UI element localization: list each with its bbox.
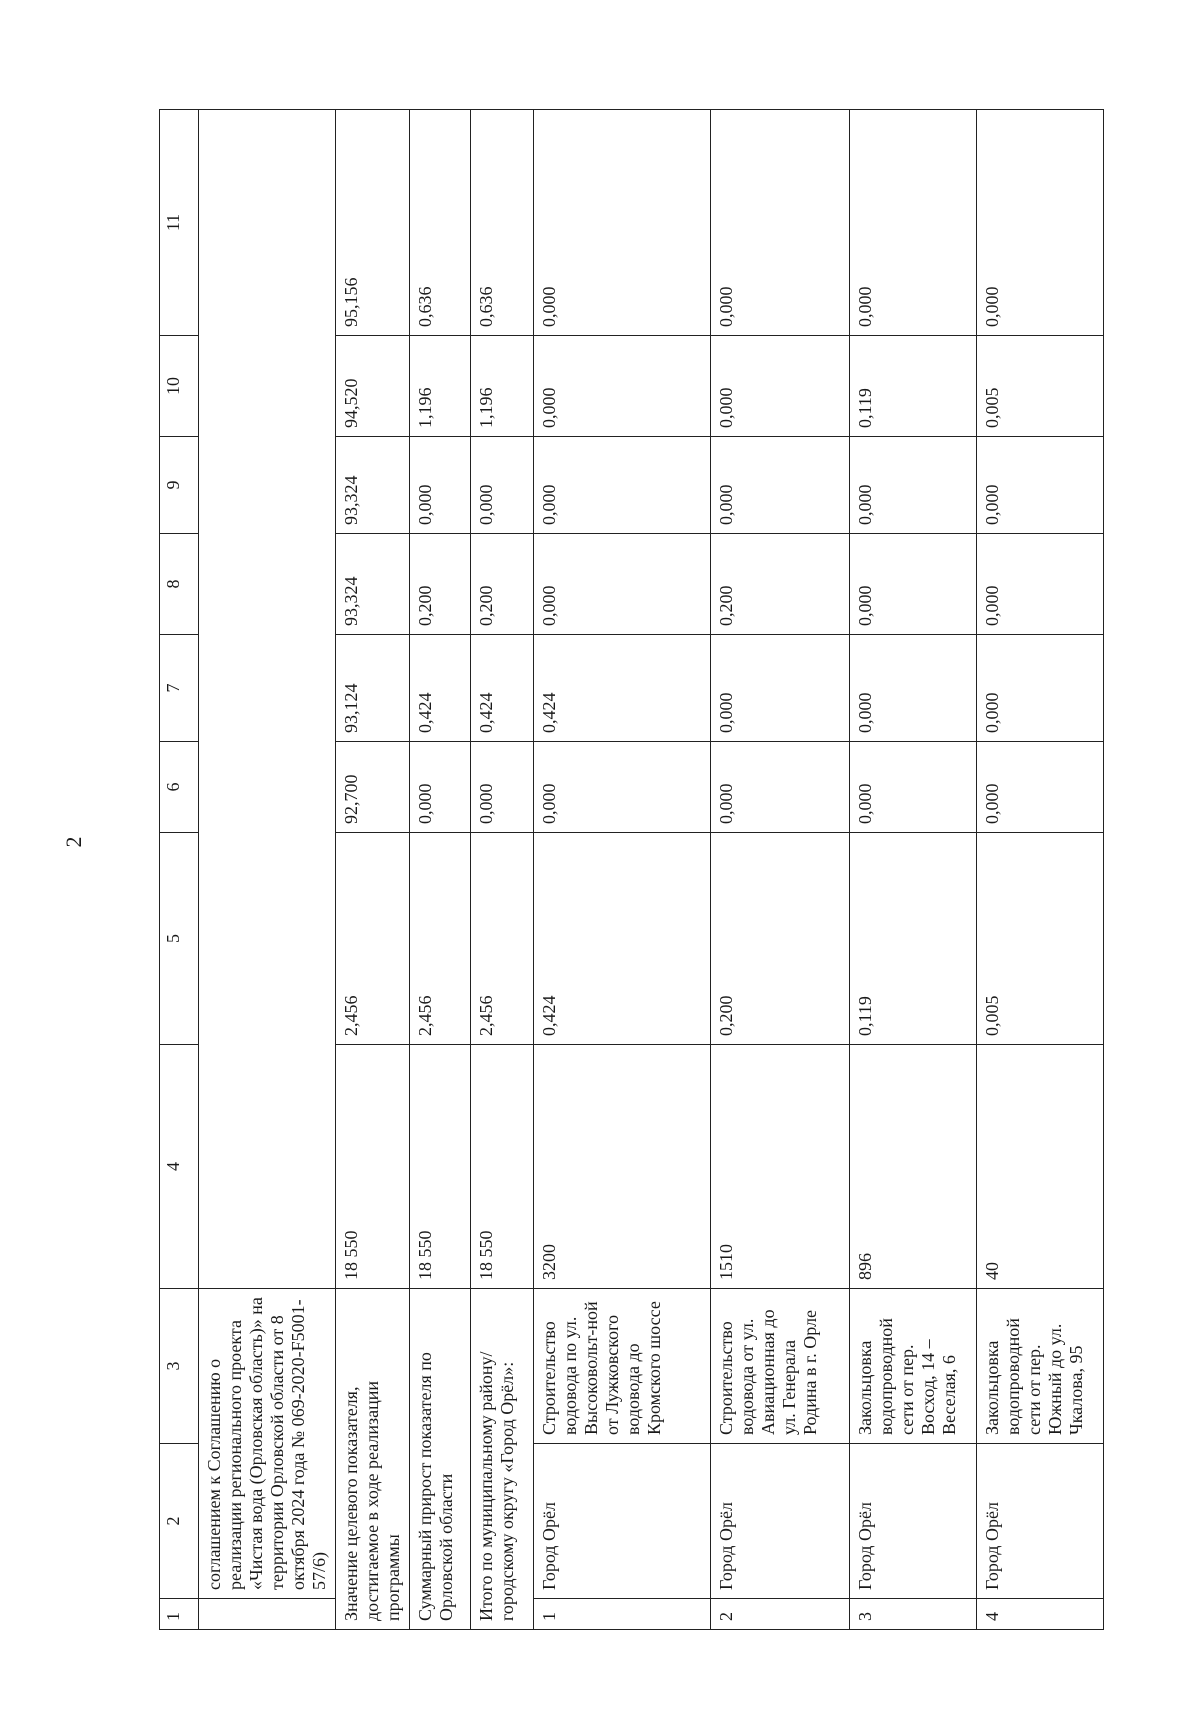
- table-row-municipal-total: [471, 110, 534, 1630]
- column-number: 7: [160, 635, 199, 742]
- table-cell: 18 550: [410, 1045, 471, 1289]
- empty-cell: [199, 110, 336, 1289]
- table-cell: 0,000: [850, 534, 977, 635]
- row-number: 1: [534, 1599, 711, 1630]
- intro-text-cell: соглашением к Соглашению о реализации регионального проекта «Чистая вода (Орловская область)» на территории Орловской области от 8 октября 2024 года № 069-2020-F5001-57/6): [199, 1289, 336, 1599]
- row-number: 4: [977, 1599, 1104, 1630]
- table-cell: 0,424: [471, 635, 534, 742]
- column-number: 9: [160, 437, 199, 534]
- table-cell: 2,456: [336, 833, 410, 1045]
- page-number: 2: [61, 836, 86, 848]
- table-cell: 0,200: [410, 534, 471, 635]
- table-cell: 896: [850, 1045, 977, 1289]
- project-description-cell: Строительство водовода от ул. Авиационная до ул. Генерала Родина в г. Орле: [711, 1289, 850, 1444]
- table-cell: 0,636: [410, 110, 471, 336]
- table-cell: 40: [977, 1045, 1104, 1289]
- column-number: 11: [160, 110, 199, 336]
- table-cell: 0,000: [410, 437, 471, 534]
- municipality-cell: Город Орёл: [711, 1444, 850, 1599]
- table-cell: 0,000: [534, 336, 711, 437]
- column-number: 2: [160, 1444, 199, 1599]
- table-cell: 0,000: [977, 742, 1104, 833]
- column-number: 3: [160, 1289, 199, 1444]
- table-cell: 0,000: [711, 635, 850, 742]
- table-cell: 0,000: [711, 336, 850, 437]
- table-cell: 1,196: [410, 336, 471, 437]
- table-cell: 0,000: [977, 635, 1104, 742]
- table-cell: 93,124: [336, 635, 410, 742]
- table-row-target-value: [336, 110, 410, 1630]
- table-cell: 94,520: [336, 336, 410, 437]
- table-row-project: [850, 110, 977, 1630]
- table-cell: 0,000: [711, 742, 850, 833]
- table-row-project: [977, 110, 1104, 1630]
- table-cell: 0,000: [977, 110, 1104, 336]
- table-cell: 0,424: [534, 833, 711, 1045]
- row-number: 3: [850, 1599, 977, 1630]
- table-row-project: [534, 110, 711, 1630]
- column-number: 5: [160, 833, 199, 1045]
- table-row-total-increase: [410, 110, 471, 1630]
- document-table-rotated: [159, 110, 1086, 1630]
- row-label: Суммарный прирост показателя по Орловской области: [410, 1289, 471, 1630]
- column-number: 8: [160, 534, 199, 635]
- column-number: 10: [160, 336, 199, 437]
- table-cell: 0,119: [850, 833, 977, 1045]
- table-cell: 0,000: [534, 110, 711, 336]
- table-cell: 3200: [534, 1045, 711, 1289]
- table-cell: 0,200: [471, 534, 534, 635]
- table-cell: 2,456: [471, 833, 534, 1045]
- table-cell: 95,156: [336, 110, 410, 336]
- table-cell: 0,000: [850, 437, 977, 534]
- empty-cell: [199, 1599, 336, 1630]
- table-cell: 0,424: [410, 635, 471, 742]
- table-cell: 2,456: [410, 833, 471, 1045]
- column-number: 1: [160, 1599, 199, 1630]
- municipality-cell: Город Орёл: [850, 1444, 977, 1599]
- table-cell: 18 550: [471, 1045, 534, 1289]
- table-cell: 0,005: [977, 336, 1104, 437]
- table-cell: 0,000: [471, 742, 534, 833]
- table-row-intro: [199, 110, 336, 1630]
- table-cell: 93,324: [336, 437, 410, 534]
- municipality-cell: Город Орёл: [534, 1444, 711, 1599]
- table-cell: 0,000: [534, 742, 711, 833]
- table-cell: 0,200: [711, 833, 850, 1045]
- table-cell: 0,000: [977, 534, 1104, 635]
- table-cell: 0,636: [471, 110, 534, 336]
- table-cell: 0,200: [711, 534, 850, 635]
- table-cell: 0,424: [534, 635, 711, 742]
- table-cell: 0,119: [850, 336, 977, 437]
- table-row-project: [711, 110, 850, 1630]
- column-number: 4: [160, 1045, 199, 1289]
- column-number: 6: [160, 742, 199, 833]
- row-label: Значение целевого показателя, достигаемое в ходе реализации программы: [336, 1289, 410, 1630]
- table-cell: 0,000: [534, 534, 711, 635]
- table-cell: 0,000: [850, 742, 977, 833]
- table-cell: 0,000: [850, 635, 977, 742]
- row-number: 2: [711, 1599, 850, 1630]
- table-cell: 93,324: [336, 534, 410, 635]
- table-cell: 0,000: [977, 437, 1104, 534]
- project-description-cell: Закольцовка водопроводной сети от пер. Южный до ул. Чкалова, 95: [977, 1289, 1104, 1444]
- table-cell: 0,000: [471, 437, 534, 534]
- table-cell: 0,000: [850, 110, 977, 336]
- table-cell: 18 550: [336, 1045, 410, 1289]
- table-cell: 0,000: [534, 437, 711, 534]
- table-cell: 1510: [711, 1045, 850, 1289]
- project-description-cell: Закольцовка водопроводной сети от пер. Восход, 14 – Веселая, 6: [850, 1289, 977, 1444]
- project-description-cell: Строительство водовода по ул. Высоковольт-ной от Лужковского водовода до Кромского шоссе: [534, 1289, 711, 1444]
- row-label: Итого по муниципальному району/городскому округу «Город Орёл»:: [471, 1289, 534, 1630]
- indicator-table: [159, 109, 1104, 1630]
- table-cell: 0,005: [977, 833, 1104, 1045]
- table-cell: 1,196: [471, 336, 534, 437]
- table-cell: 92,700: [336, 742, 410, 833]
- table-cell: 0,000: [410, 742, 471, 833]
- municipality-cell: Город Орёл: [977, 1444, 1104, 1599]
- column-number-row: [160, 110, 199, 1630]
- table-cell: 0,000: [711, 110, 850, 336]
- table-cell: 0,000: [711, 437, 850, 534]
